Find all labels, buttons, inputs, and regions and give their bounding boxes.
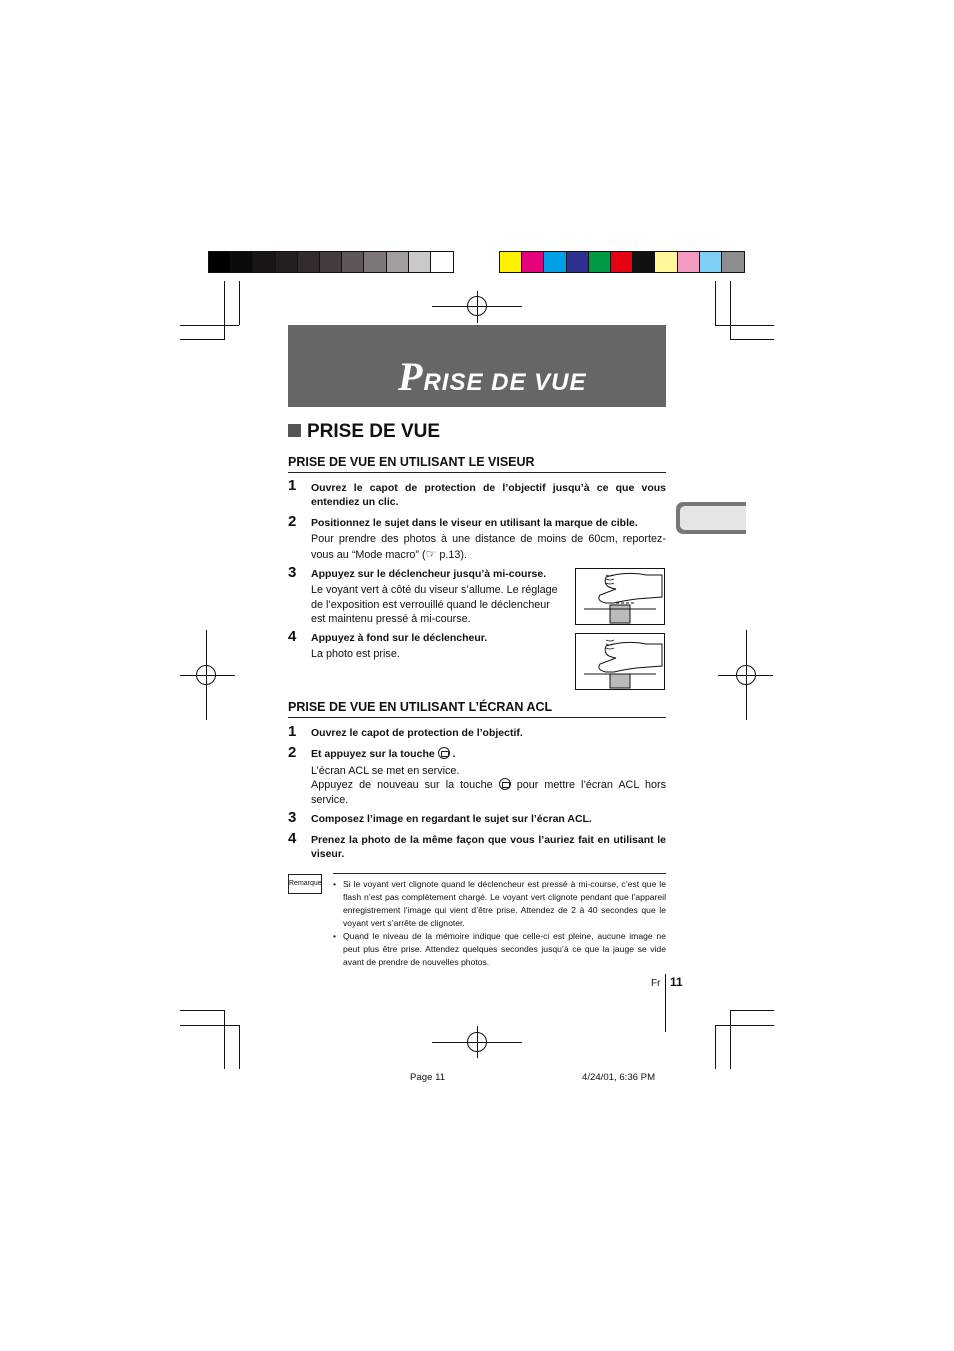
step-text: Composez l’image en regardant le sujet sur l’écran ACL. [311, 813, 592, 825]
step-text: Positionnez le sujet dans le viseur en utilisant la marque de cible. [311, 517, 638, 529]
crop-mark [715, 281, 716, 325]
color-swatch [387, 252, 409, 272]
step-text: Appuyez sur le déclencheur jusqu’à mi-course. [311, 568, 547, 580]
color-swatch [276, 252, 298, 272]
step-detail: Le voyant vert à côté du viseur s’allume. Le réglage de l’exposition est verrouillé quand le déclencheur est maintenu pressé à mi-course. [311, 584, 558, 625]
chapter-title [398, 353, 586, 400]
crop-mark [715, 325, 774, 326]
crop-mark [730, 1010, 774, 1011]
crop-mark [180, 1010, 224, 1011]
step-text: Ouvrez le capot de protection de l’objectif jusqu’à ce que vous entendiez un clic. [311, 482, 666, 508]
side-tab-marker [676, 502, 746, 534]
color-swatch [678, 252, 700, 272]
section-title [288, 421, 440, 443]
footer-page-label: Page 11 [410, 1072, 446, 1083]
note-text: Si le voyant vert clignote quand le déclencheur est pressé à mi-course, c’est que le flash n’est pas complètement chargé. Le voyant vert clignote pendant que l’appareil enregistrement l’image qui vient d’être prise. Attendez de 2 à 40 secondes que le voyant vert s’arrête de clignoter. [343, 879, 666, 928]
crop-mark [224, 1010, 225, 1069]
page-language: Fr [651, 978, 661, 989]
step-number: 2 [288, 744, 297, 761]
step-number: 4 [288, 830, 297, 847]
crop-mark [239, 281, 240, 325]
full-press-illustration [575, 633, 665, 690]
color-swatch [364, 252, 386, 272]
step-detail: La photo est prise. [311, 648, 400, 660]
bullet: • [333, 879, 337, 889]
subsection-heading-viseur: PRISE DE VUE EN UTILISANT LE VISEUR [288, 455, 666, 473]
color-swatch [320, 252, 342, 272]
step-number: 3 [288, 809, 297, 826]
step-number: 1 [288, 723, 297, 740]
monitor-button-icon [438, 747, 450, 759]
step-number: 4 [288, 628, 297, 645]
half-press-illustration [575, 568, 665, 625]
color-swatch [298, 252, 320, 272]
step-detail-page-ref: p.13). [436, 548, 467, 561]
color-swatch [567, 252, 589, 272]
footer-timestamp: 4/24/01, 6:36 PM [582, 1072, 656, 1083]
chapter-title-rest: RISE DE VUE [423, 369, 587, 396]
page-number: 11 [670, 975, 683, 989]
note-icon-label: Remarque [289, 880, 322, 887]
step-detail [311, 532, 666, 562]
note-divider [333, 873, 666, 874]
subsection-heading-ecran: PRISE DE VUE EN UTILISANT L’ÉCRAN ACL [288, 700, 666, 718]
color-swatch [231, 252, 253, 272]
note-text: Quand le niveau de la mémoire indique que celle-ci est pleine, aucune image ne peut plus être prise. Attendez quelques secondes jusqu’à ce que la jauge se vide avant de prendre de nouvelles photos. [343, 931, 666, 967]
step-text: Prenez la photo de la même façon que vous l’auriez fait en utilisant le viseur. [311, 834, 666, 860]
note-item [333, 878, 666, 930]
note-icon [288, 874, 322, 894]
color-swatch [544, 252, 566, 272]
step-number: 3 [288, 564, 297, 581]
color-swatch [522, 252, 544, 272]
step-detail-text: Pour prendre des photos à une distance de moins de 60cm, reportez-vous au “Mode macro” ( [311, 533, 666, 561]
color-swatch [722, 252, 744, 272]
color-swatch [409, 252, 431, 272]
step-detail [311, 778, 666, 807]
crop-mark [715, 1025, 774, 1026]
gray-calibration-bar [208, 251, 454, 273]
step-text: Appuyez à fond sur le déclencheur. [311, 632, 488, 644]
color-swatch [500, 252, 522, 272]
reference-hand-icon: ☞ [425, 546, 437, 561]
step-number: 2 [288, 513, 297, 530]
chapter-banner [288, 325, 666, 407]
note-item [333, 930, 666, 969]
crop-mark [239, 1025, 240, 1069]
page-number-divider [665, 974, 666, 1032]
color-swatch [342, 252, 364, 272]
bullet: • [333, 931, 337, 941]
step-detail-text: Appuyez de nouveau sur la touche [311, 779, 499, 791]
crop-mark [180, 1025, 239, 1026]
square-bullet-icon [288, 424, 301, 437]
crop-mark [730, 339, 774, 340]
step-detail: L’écran ACL se met en service. [311, 765, 460, 777]
step-text [311, 747, 666, 761]
step-text-part: Et appuyez sur la touche [311, 748, 438, 760]
crop-mark [180, 325, 239, 326]
step-text: Ouvrez le capot de protection de l’objectif. [311, 727, 523, 739]
color-swatch [209, 252, 231, 272]
step-detail-text: pour mettre l’écran ACL hors service. [311, 779, 666, 806]
section-title-text: PRISE DE VUE [307, 421, 441, 442]
crop-mark [730, 281, 731, 340]
crop-mark [224, 281, 225, 340]
color-swatch [700, 252, 722, 272]
step-number: 1 [288, 477, 297, 494]
color-swatch [655, 252, 677, 272]
monitor-button-icon [499, 778, 511, 790]
color-swatch [633, 252, 655, 272]
crop-mark [715, 1025, 716, 1069]
chapter-title-initial: P [398, 354, 424, 399]
color-swatch [253, 252, 275, 272]
step-text-part: . [449, 748, 456, 760]
color-swatch [589, 252, 611, 272]
crop-mark [730, 1010, 731, 1069]
crop-mark [180, 339, 224, 340]
color-calibration-bar [499, 251, 745, 273]
color-swatch [611, 252, 633, 272]
color-swatch [431, 252, 453, 272]
